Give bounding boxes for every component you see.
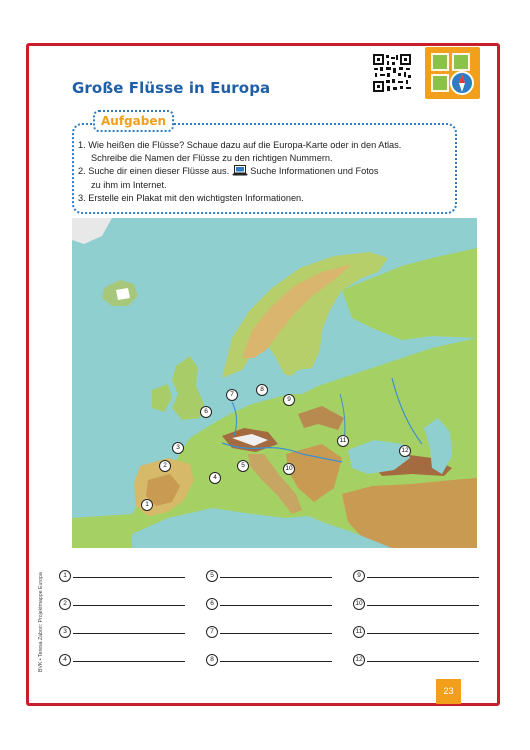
answer-row-7[interactable]: [206, 626, 333, 640]
map-marker-4: 4: [209, 472, 221, 484]
answer-number-8: 8: [206, 654, 218, 666]
answer-line-8[interactable]: [220, 661, 332, 662]
answer-row-6[interactable]: [206, 598, 333, 612]
answer-line-10[interactable]: [367, 605, 479, 606]
answer-row-8[interactable]: [206, 654, 333, 668]
task-2-line-2: zu ihm im Internet.: [91, 179, 167, 190]
page-number: 23: [436, 679, 461, 704]
answer-number-4: 4: [59, 654, 71, 666]
copyright-sidebar: BVK • Teresa Zabori: Projektmappe Europa: [38, 572, 44, 672]
map-marker-3: 3: [172, 442, 184, 454]
qr-code[interactable]: [372, 53, 412, 93]
answer-line-9[interactable]: [367, 577, 479, 578]
page-title: Große Flüsse in Europa: [72, 79, 271, 97]
answer-row-3[interactable]: [59, 626, 186, 640]
answer-line-11[interactable]: [367, 633, 479, 634]
answer-line-1[interactable]: [73, 577, 185, 578]
europe-physical-map: [72, 218, 477, 548]
map-marker-2: 2: [159, 460, 171, 472]
map-marker-9: 9: [283, 394, 295, 406]
answer-line-3[interactable]: [73, 633, 185, 634]
map-marker-7: 7: [226, 389, 238, 401]
answer-row-9[interactable]: [353, 570, 480, 584]
map-marker-6: 6: [200, 406, 212, 418]
answer-row-12[interactable]: [353, 654, 480, 668]
task-2-line-1: [78, 165, 453, 178]
task-2-text-a: 2. Suche dir einen dieser Flüsse aus.: [78, 166, 230, 177]
answer-row-4[interactable]: [59, 654, 186, 668]
map-marker-8: 8: [256, 384, 268, 396]
task-3-line: 3. Erstelle ein Plakat mit den wichtigsten Informationen.: [78, 192, 304, 203]
answer-number-7: 7: [206, 626, 218, 638]
answer-line-2[interactable]: [73, 605, 185, 606]
map-marker-12: 12: [399, 445, 411, 457]
app-icon: [425, 47, 480, 99]
map-marker-5: 5: [237, 460, 249, 472]
map-marker-10: 10: [283, 463, 295, 475]
answer-row-2[interactable]: [59, 598, 186, 612]
answer-number-12: 12: [353, 654, 365, 666]
answer-number-10: 10: [353, 598, 365, 610]
answer-row-1[interactable]: [59, 570, 186, 584]
task-1-line-1: 1. Wie heißen die Flüsse? Schaue dazu auf die Europa-Karte oder in den Atlas.: [78, 140, 402, 150]
answer-line-5[interactable]: [220, 577, 332, 578]
answer-number-3: 3: [59, 626, 71, 638]
answer-line-6[interactable]: [220, 605, 332, 606]
answer-number-6: 6: [206, 598, 218, 610]
task-2-text-b: Suche Informationen und Fotos: [250, 166, 379, 177]
map-marker-11: 11: [337, 435, 349, 447]
answer-number-11: 11: [353, 626, 365, 638]
task-list: [78, 139, 453, 205]
answer-row-10[interactable]: [353, 598, 480, 612]
laptop-icon: [232, 165, 248, 176]
answer-line-12[interactable]: [367, 661, 479, 662]
answer-line-4[interactable]: [73, 661, 185, 662]
answer-row-5[interactable]: [206, 570, 333, 584]
answer-number-5: 5: [206, 570, 218, 582]
map-marker-1: 1: [141, 499, 153, 511]
answer-number-9: 9: [353, 570, 365, 582]
answer-row-11[interactable]: [353, 626, 480, 640]
grid-compass-icon: [425, 47, 480, 99]
task-1-line-2: Schreibe die Namen der Flüsse zu den richtigen Nummern.: [91, 153, 333, 164]
tasks-heading: Aufgaben: [93, 110, 174, 132]
answer-number-1: 1: [59, 570, 71, 582]
answer-line-7[interactable]: [220, 633, 332, 634]
answer-number-2: 2: [59, 598, 71, 610]
